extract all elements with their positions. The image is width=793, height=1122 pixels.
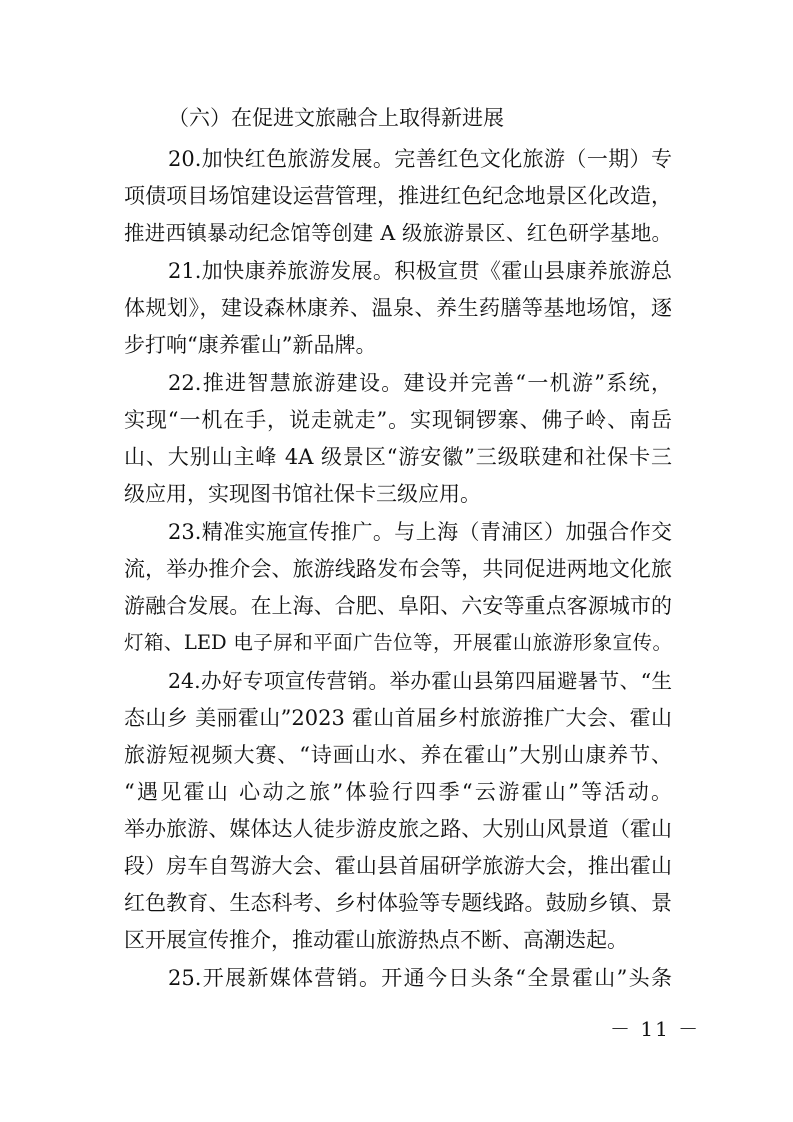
paragraph-25-line-1: 25.开展新媒体营销。开通今日头条“全景霍山”头条 (168, 966, 672, 990)
paragraph-24-line-2: 态山乡 美丽霍山”2023 霍山首届乡村旅游推广大会、霍山 (124, 706, 672, 730)
paragraph-20-line-1: 20.加快红色旅游发展。完善红色文化旅游（一期）专 (168, 147, 672, 171)
paragraph-24-line-3: 旅游短视频大赛、“诗画山水、养在霍山”大别山康养节、 (124, 743, 672, 767)
paragraph-24-line-7: 红色教育、生态科考、乡村体验等专题线路。鼓励乡镇、景 (124, 891, 672, 915)
paragraph-23-line-1: 23.精准实施宣传推广。与上海（青浦区）加强合作交 (168, 520, 672, 544)
paragraph-21-line-3: 步打响“康养霍山”新品牌。 (124, 333, 377, 357)
paragraph-21-line-2: 体规划》，建设森林康养、温泉、养生药膳等基地场馆，逐 (124, 296, 672, 320)
paragraph-22-line-3: 山、大别山主峰 4A 级景区“游安徽”三级联建和社保卡三 (124, 445, 672, 469)
paragraph-24-line-8: 区开展宣传推介，推动霍山旅游热点不断、高潮迭起。 (124, 928, 628, 952)
paragraph-23-line-2: 流，举办推介会、旅游线路发布会等，共同促进两地文化旅 (124, 557, 672, 581)
paragraph-24-line-4: “遇见霍山 心动之旅”体验行四季“云游霍山”等活动。 (124, 780, 672, 804)
section-heading: （六）在促进文旅融合上取得新进展 (168, 106, 504, 130)
paragraph-20-line-2: 项债项目场馆建设运营管理，推进红色纪念地景区化改造， (124, 184, 672, 208)
paragraph-24-line-1: 24.办好专项宣传营销。举办霍山县第四届避暑节、“生 (168, 669, 672, 693)
paragraph-21-line-1: 21.加快康养旅游发展。积极宣贯《霍山县康养旅游总 (168, 259, 672, 283)
paragraph-23-line-4: 灯箱、LED 电子屏和平面广告位等，开展霍山旅游形象宣传。 (124, 631, 672, 654)
paragraph-22-line-1: 22.推进智慧旅游建设。建设并完善“一机游”系统， (168, 371, 672, 395)
paragraph-20-line-3: 推进西镇暴动纪念馆等创建 A 级旅游景区、红色研学基地。 (124, 221, 672, 245)
paragraph-23-line-3: 游融合发展。在上海、合肥、阜阳、六安等重点客源城市的 (124, 594, 672, 618)
page-number: － 11 － (610, 1017, 701, 1041)
paragraph-24-line-6: 段）房车自驾游大会、霍山县首届研学旅游大会，推出霍山 (124, 854, 672, 878)
paragraph-22-line-2: 实现“一机在手，说走就走”。实现铜锣寨、佛子岭、南岳 (124, 408, 672, 432)
paragraph-24-line-5: 举办旅游、媒体达人徒步游皮旅之路、大别山风景道（霍山 (124, 817, 672, 841)
paragraph-22-line-4: 级应用，实现图书馆社保卡三级应用。 (124, 482, 481, 506)
